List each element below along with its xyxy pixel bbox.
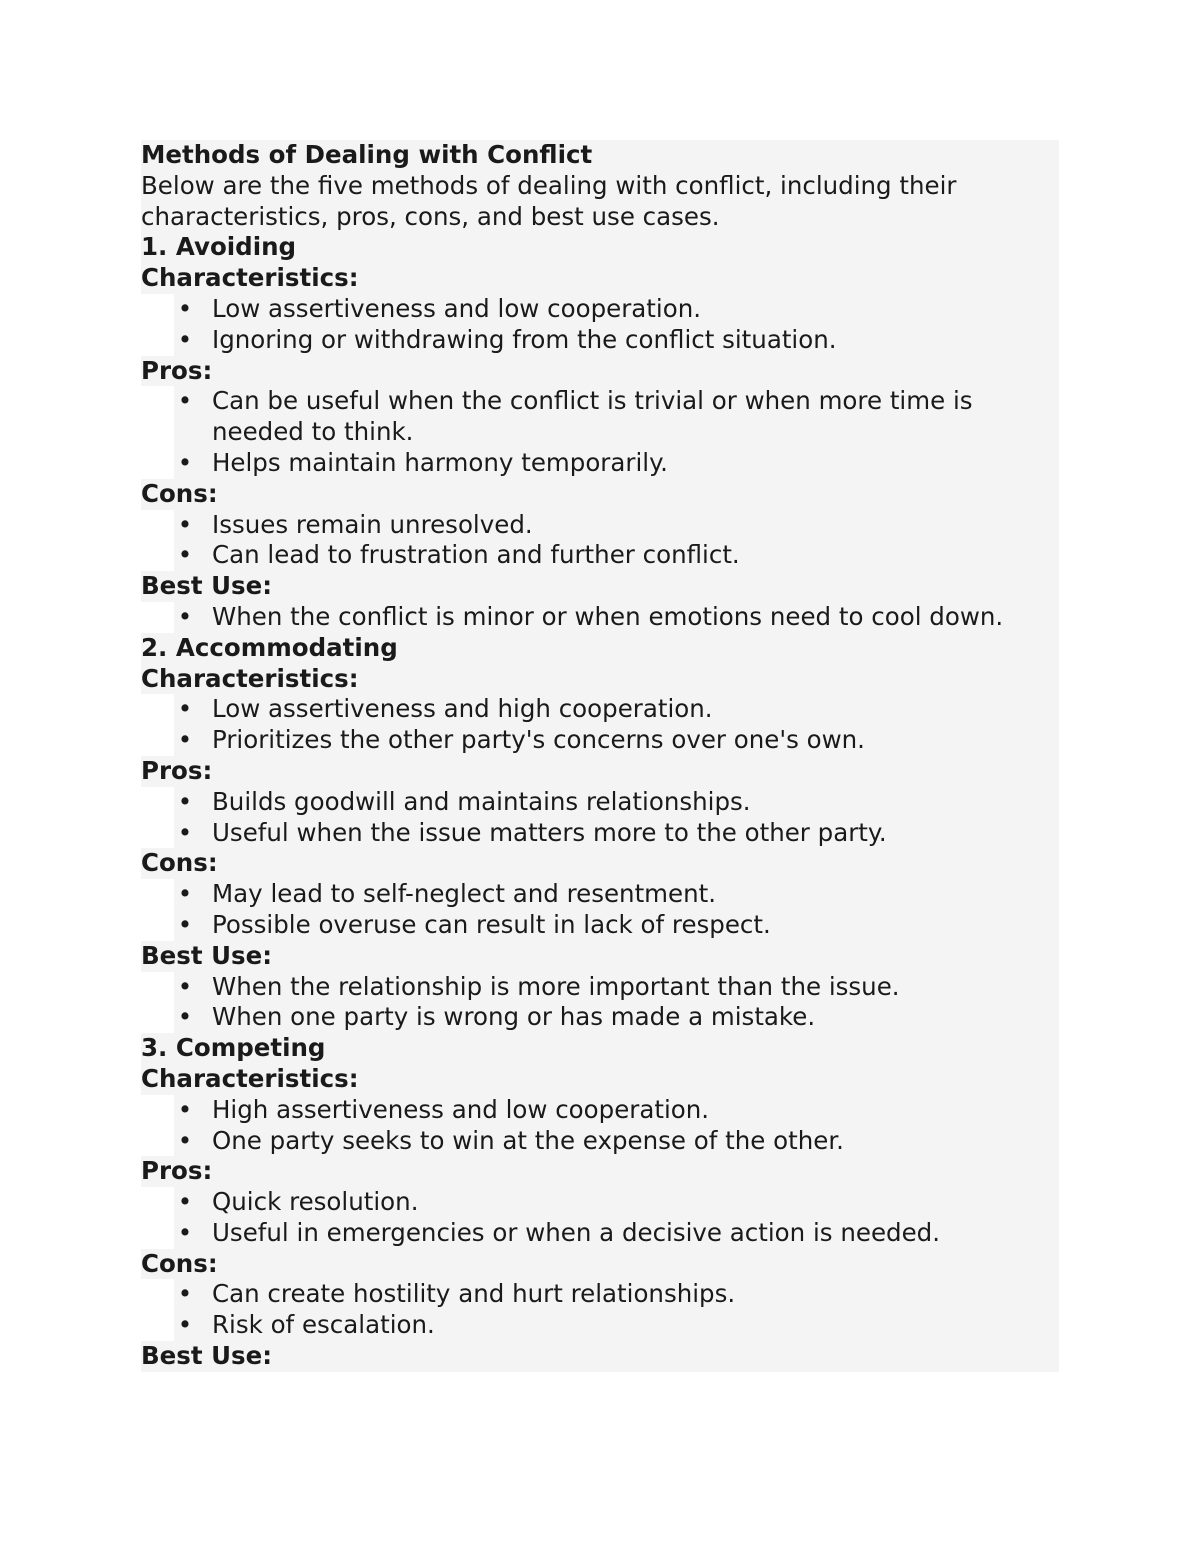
methods-list <box>141 232 1059 1371</box>
bullet-list <box>141 294 1059 356</box>
section-label: Best Use: <box>141 1341 1059 1372</box>
list-item-text: High assertiveness and low cooperation. <box>212 1094 710 1124</box>
list-item <box>141 386 1059 448</box>
list-item <box>141 1279 1059 1310</box>
method-section <box>141 633 1059 1033</box>
bullet-list <box>141 386 1059 478</box>
list-item <box>141 1310 1059 1341</box>
bullet-list <box>141 1095 1059 1157</box>
list-item <box>141 1095 1059 1126</box>
list-item-text: Builds goodwill and maintains relationships. <box>212 786 751 816</box>
method-section <box>141 232 1059 632</box>
bullet-icon: • <box>177 1187 193 1217</box>
list-item <box>141 910 1059 941</box>
list-item-text: Ignoring or withdrawing from the conflict situation. <box>212 324 837 354</box>
list-item <box>141 879 1059 910</box>
section-label: Cons: <box>141 479 1059 510</box>
list-item <box>141 818 1059 849</box>
list-item <box>141 694 1059 725</box>
method-section <box>141 1033 1059 1372</box>
list-item-text: Prioritizes the other party's concerns over one's own. <box>212 725 865 755</box>
list-item-text: Useful in emergencies or when a decisive action is needed. <box>212 1217 940 1247</box>
bullet-list <box>141 694 1059 756</box>
bullet-icon: • <box>177 1094 193 1124</box>
document-title: Methods of Dealing with Conflict <box>141 140 1059 171</box>
list-item-text: Helps maintain harmony temporarily. <box>212 447 668 477</box>
list-item-text: Quick resolution. <box>212 1187 419 1217</box>
list-item <box>141 972 1059 1003</box>
bullet-list <box>141 787 1059 849</box>
bullet-icon: • <box>177 909 193 939</box>
bullet-icon: • <box>177 1125 193 1155</box>
bullet-icon: • <box>177 786 193 816</box>
list-item-text: When the conflict is minor or when emotions need to cool down. <box>212 601 1004 631</box>
section-label: Characteristics: <box>141 263 1059 294</box>
list-item <box>141 1218 1059 1249</box>
section-label: Pros: <box>141 356 1059 387</box>
bullet-icon: • <box>177 1310 193 1340</box>
list-item <box>141 540 1059 571</box>
bullet-icon: • <box>177 971 193 1001</box>
method-heading: 3. Competing <box>141 1033 1059 1064</box>
bullet-list <box>141 972 1059 1034</box>
bullet-icon: • <box>177 293 193 323</box>
list-item <box>141 1002 1059 1033</box>
list-item-text: Can be useful when the conflict is trivial or when more time is needed to think. <box>212 386 973 447</box>
section-label: Characteristics: <box>141 664 1059 695</box>
method-heading: 1. Avoiding <box>141 232 1059 263</box>
list-item-text: May lead to self-neglect and resentment. <box>212 879 717 909</box>
bullet-icon: • <box>177 1002 193 1032</box>
list-item <box>141 1126 1059 1157</box>
list-item-text: Risk of escalation. <box>212 1310 435 1340</box>
section-label: Pros: <box>141 756 1059 787</box>
section-label: Characteristics: <box>141 1064 1059 1095</box>
list-item <box>141 787 1059 818</box>
section-label: Best Use: <box>141 941 1059 972</box>
section-label: Cons: <box>141 1249 1059 1280</box>
bullet-icon: • <box>177 1217 193 1247</box>
bullet-list <box>141 510 1059 572</box>
method-heading: 2. Accommodating <box>141 633 1059 664</box>
bullet-icon: • <box>177 725 193 755</box>
list-item <box>141 602 1059 633</box>
list-item-text: Issues remain unresolved. <box>212 509 533 539</box>
list-item-text: Low assertiveness and low cooperation. <box>212 293 702 323</box>
bullet-list <box>141 1279 1059 1341</box>
section-label: Pros: <box>141 1156 1059 1187</box>
bullet-icon: • <box>177 386 193 416</box>
list-item <box>141 294 1059 325</box>
list-item-text: Can create hostility and hurt relationships. <box>212 1279 736 1309</box>
list-item-text: When the relationship is more important than the issue. <box>212 971 900 1001</box>
bullet-icon: • <box>177 324 193 354</box>
list-item-text: Can lead to frustration and further conflict. <box>212 540 740 570</box>
bullet-icon: • <box>177 447 193 477</box>
bullet-icon: • <box>177 601 193 631</box>
bullet-icon: • <box>177 817 193 847</box>
list-item-text: When one party is wrong or has made a mistake. <box>212 1002 816 1032</box>
list-item-text: Low assertiveness and high cooperation. <box>212 694 713 724</box>
bullet-list <box>141 602 1059 633</box>
bullet-icon: • <box>177 694 193 724</box>
document-intro: Below are the five methods of dealing with conflict, including their characteristics, pros, cons, and best use cases. <box>141 171 1059 233</box>
section-label: Cons: <box>141 848 1059 879</box>
bullet-list <box>141 1187 1059 1249</box>
list-item <box>141 725 1059 756</box>
document-body <box>141 140 1059 1403</box>
bullet-list <box>141 879 1059 941</box>
list-item-text: One party seeks to win at the expense of the other. <box>212 1125 844 1155</box>
list-item <box>141 510 1059 541</box>
list-item <box>141 1187 1059 1218</box>
section-label: Best Use: <box>141 571 1059 602</box>
list-item <box>141 448 1059 479</box>
bullet-icon: • <box>177 509 193 539</box>
bullet-icon: • <box>177 540 193 570</box>
list-item-text: Useful when the issue matters more to the other party. <box>212 817 887 847</box>
list-item <box>141 325 1059 356</box>
list-item-text: Possible overuse can result in lack of respect. <box>212 909 771 939</box>
bullet-icon: • <box>177 879 193 909</box>
bullet-icon: • <box>177 1279 193 1309</box>
